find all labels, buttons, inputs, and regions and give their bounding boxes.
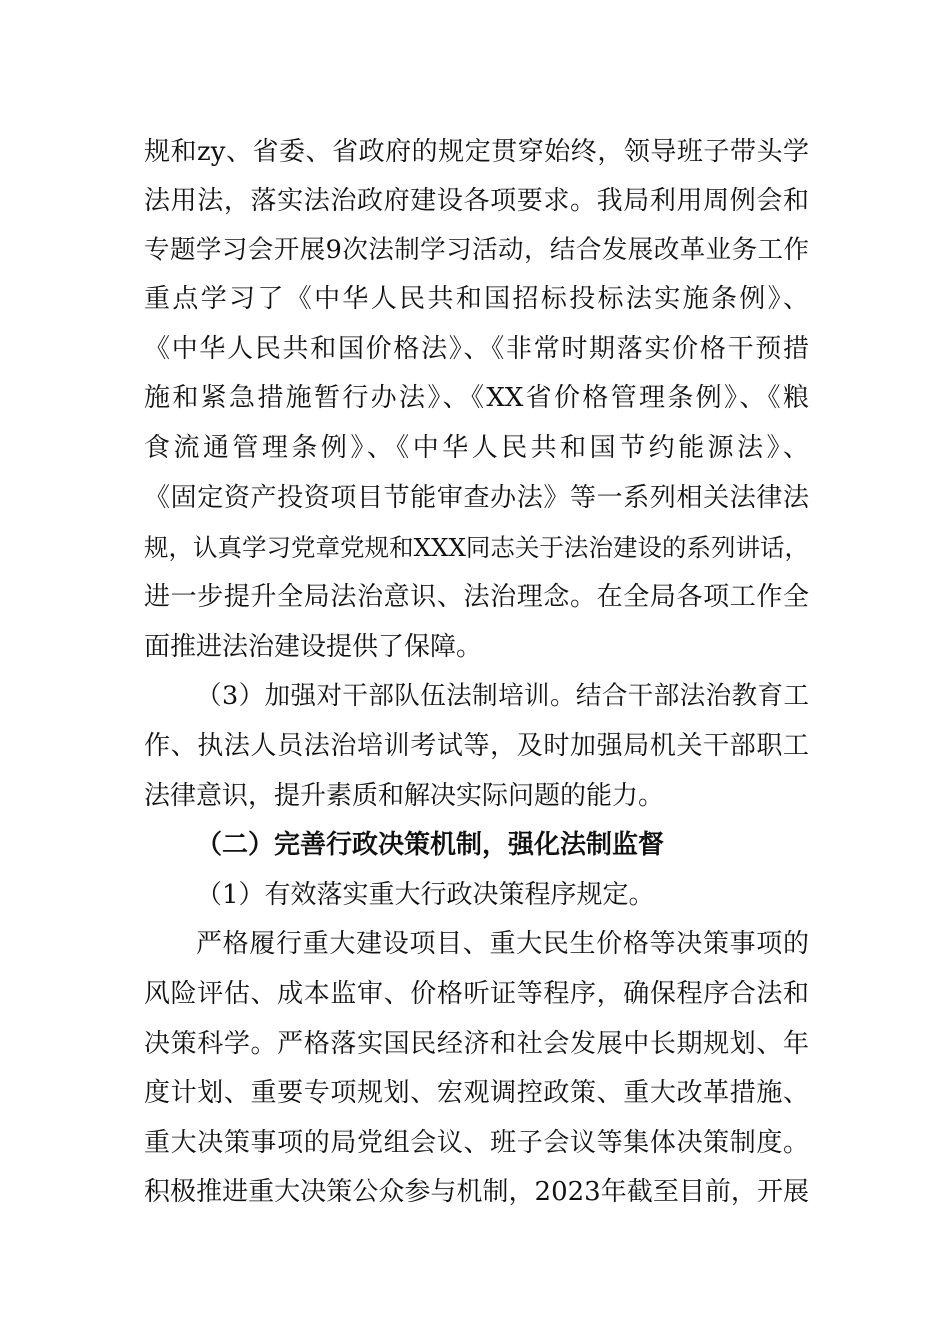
body-text-line: 严格履行重大建设项目、重大民生价格等决策事项的 — [196, 929, 809, 959]
body-text-line: 面推进法治建设提供了保障。 — [144, 632, 483, 662]
body-text-line: 决策科学。严格落实国民经济和社会发展中长期规划、年 — [144, 1029, 809, 1059]
subsection-item: （1）有效落实重大行政决策程序规定。 — [196, 880, 655, 910]
body-text-line: 专题学习会开展9次法制学习活动，结合发展改革业务工作 — [144, 235, 809, 265]
body-text-line: 规，认真学习党章党规和XXX同志关于法治建设的系列讲话， — [144, 533, 809, 562]
section-heading: （二）完善行政决策机制，强化法制监督 — [196, 830, 665, 860]
body-text-line: 风险评估、成本监审、价格听证等程序，确保程序合法和 — [144, 979, 809, 1009]
body-text-line: 施和紧急措施暂行办法》、《XX省价格管理条例》、《粮 — [144, 383, 809, 413]
body-text-line: 法律意识，提升素质和解决实际问题的能力。 — [144, 781, 665, 811]
body-text-line: 作、执法人员法治培训考试等，及时加强局机关干部职工 — [144, 731, 809, 761]
subsection-item: （3）加强对干部队伍法制培训。结合干部法治教育工 — [196, 681, 809, 711]
body-text-line: 重点学习了《中华人民共和国招标投标法实施条例》、 — [144, 284, 809, 314]
body-text-line: 积极推进重大决策公众参与机制，2023年截至目前，开展 — [144, 1177, 809, 1207]
body-text-line: 法用法，落实法治政府建设各项要求。我局利用周例会和 — [144, 186, 809, 216]
body-text-line: 进一步提升全局法治意识、法治理念。在全局各项工作全 — [144, 582, 809, 612]
body-text-line: 重大决策事项的局党组会议、班子会议等集体决策制度。 — [144, 1128, 809, 1158]
body-text-line: 度计划、重要专项规划、宏观调控政策、重大改革措施、 — [144, 1078, 809, 1108]
body-text-line: 食流通管理条例》、《中华人民共和国节约能源法》、 — [144, 433, 809, 463]
body-text-line: 规和zy、省委、省政府的规定贯穿始终，领导班子带头学 — [144, 137, 809, 167]
body-text-line: 《固定资产投资项目节能审查办法》等一系列相关法律法 — [144, 483, 809, 513]
body-text-line: 《中华人民共和国价格法》、《非常时期落实价格干预措 — [144, 334, 809, 364]
